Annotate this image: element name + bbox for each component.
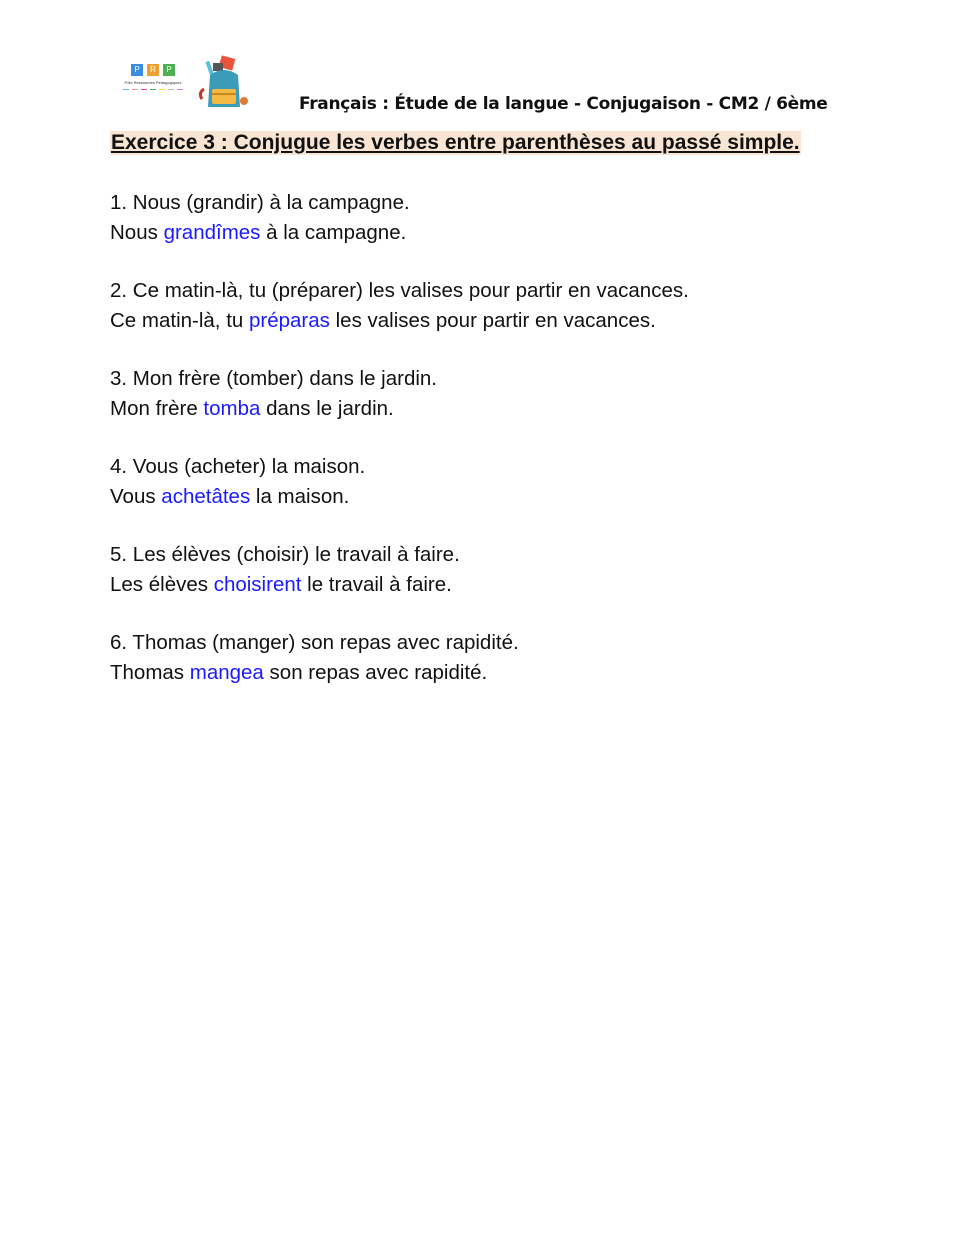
exercise-item [110,188,689,248]
answer-before: Mon frère [110,397,204,420]
backpack-icon [198,55,250,111]
question: 2. Ce matin-là, tu (préparer) les valises pour partir en vacances. [110,279,689,302]
exercise-item [110,276,689,336]
answer-verb: choisirent [213,573,302,596]
answer-verb: grandîmes [163,221,261,244]
answer-before: Ce matin-là, tu [110,309,249,332]
answer [110,394,689,424]
answer-before: Thomas [110,661,190,684]
answer-before: Nous [110,221,164,244]
answer-verb: achetâtes [161,485,251,508]
question: 1. Nous (grandir) à la campagne. [110,191,410,214]
answer-after: le travail à faire. [301,573,452,596]
exercise-title: Exercice 3 : Conjugue les verbes entre parenthèses au passé simple. [111,131,800,154]
answer-after: dans le jardin. [260,397,394,420]
answer-after: la maison. [250,485,350,508]
answer-after: à la campagne. [260,221,407,244]
logo-letter-p: P [131,64,143,76]
answer [110,306,689,336]
logo-letter-p2: P [163,64,175,76]
exercise-item [110,628,689,688]
logo-dashes [118,89,188,90]
answer-verb: tomba [203,397,261,420]
answer [110,570,689,600]
exercise-item [110,540,689,600]
exercise-item [110,452,689,512]
question: 4. Vous (acheter) la maison. [110,455,366,478]
prp-logo [118,64,188,90]
logo-letter-r: R [147,64,159,76]
question: 5. Les élèves (choisir) le travail à faire. [110,543,460,566]
answer [110,482,689,512]
answer-before: Vous [110,485,162,508]
answer-verb: mangea [189,661,264,684]
answer-after: son repas avec rapidité. [263,661,488,684]
answer [110,658,689,688]
logo-subtitle: Pôle Ressources Pédagogiques [124,80,182,85]
answer-before: Les élèves [110,573,214,596]
answer-verb: préparas [249,309,330,332]
exercise-items [110,188,689,716]
exercise-item [110,364,689,424]
question: 6. Thomas (manger) son repas avec rapidité. [110,631,519,654]
question: 3. Mon frère (tomber) dans le jardin. [110,367,437,390]
answer [110,218,689,248]
page-header: Français : Étude de la langue - Conjugaison - CM2 / 6ème [299,94,828,114]
answer-after: les valises pour partir en vacances. [329,309,656,332]
